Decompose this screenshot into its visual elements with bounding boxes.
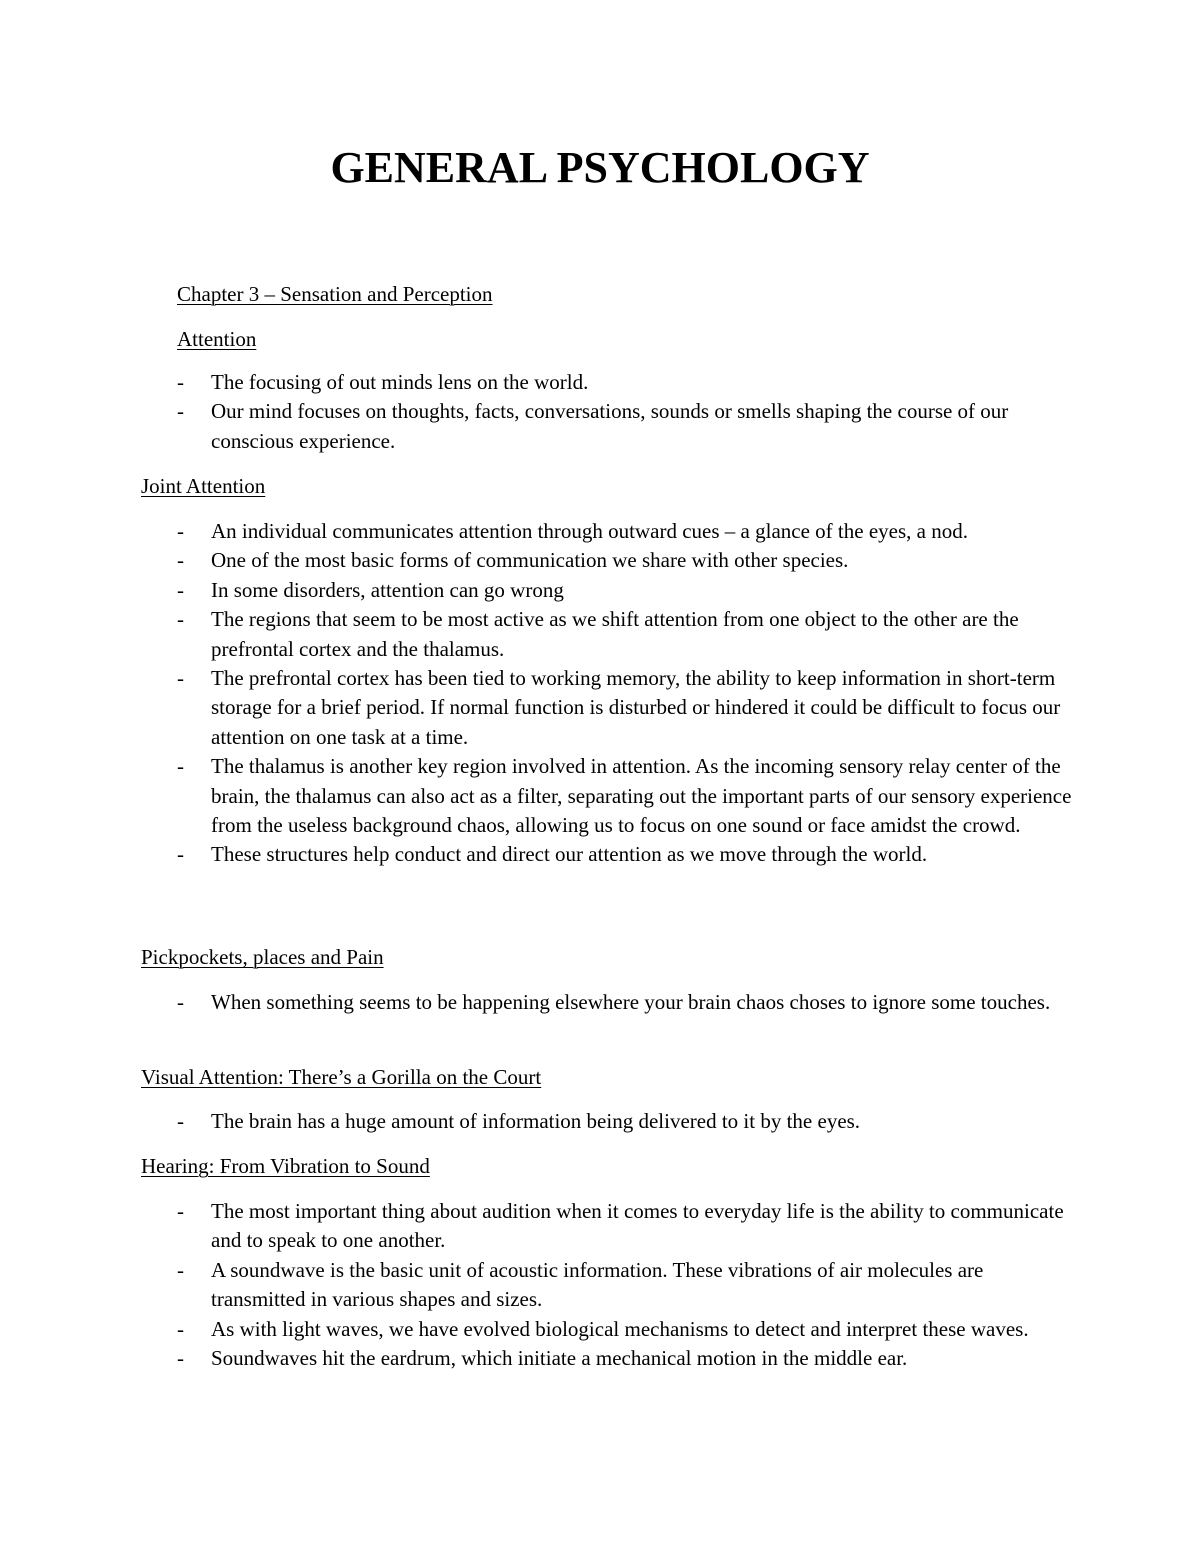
list-item [0,546,1076,575]
bullet-dash: - [177,1316,184,1341]
list-item [0,840,1076,869]
section-heading-visual-attention: Visual Attention: There’s a Gorilla on the Court [141,1065,542,1089]
list-item-text: The regions that seem to be most active as we shift attention from one object to the other are the prefrontal cortex and the thalamus. [211,607,1019,661]
list-item [0,368,1076,397]
list-item [0,1256,1076,1315]
section-heading-joint-attention: Joint Attention [141,474,266,498]
bullet-dash: - [177,754,184,779]
list-item-text: These structures help conduct and direct our attention as we move through the world. [211,842,928,867]
list-item-text: The brain has a huge amount of information being delivered to it by the eyes. [211,1109,861,1133]
bullet-dash: - [177,1109,184,1133]
bullet-dash: - [177,399,184,424]
bullet-list-attention [0,368,1076,456]
list-item [0,752,1076,840]
list-item [0,1197,1076,1256]
section-heading-pickpockets: Pickpockets, places and Pain [141,945,384,969]
bullet-dash: - [177,548,184,573]
list-item-text: When something seems to be happening elsewhere your brain chaos choses to ignore some touches. [211,990,1051,1014]
list-item-text: The thalamus is another key region involved in attention. As the incoming sensory relay center of the brain, the thalamus can also act as a filter, separating out the important parts of our sensory experience from the useless background chaos, allowing us to focus on one sound or face amidst the crowd. [211,754,1072,838]
bullet-dash: - [177,370,184,394]
list-item-text: Our mind focuses on thoughts, facts, conversations, sounds or smells shaping the course of our conscious experience. [211,399,1009,453]
bullet-dash: - [177,519,184,543]
bullet-dash: - [177,1346,184,1371]
section-heading-attention: Attention [177,327,257,351]
list-item [0,576,1076,605]
list-item [0,988,1076,1017]
list-item [0,517,1076,546]
list-item [0,1315,1076,1344]
list-item [0,1107,1076,1136]
bullet-dash: - [177,842,184,867]
chapter-heading: Chapter 3 – Sensation and Perception [177,282,493,306]
bullet-dash: - [177,990,184,1014]
bullet-dash: - [177,1199,184,1223]
bullet-dash: - [177,666,184,691]
bullet-dash: - [177,577,184,602]
list-item [0,1344,1076,1373]
bullet-dash: - [177,1257,184,1282]
bullet-list-pickpockets [0,988,1076,1017]
list-item-text: Soundwaves hit the eardrum, which initiate a mechanical motion in the middle ear. [211,1346,908,1371]
list-item-text: The focusing of out minds lens on the world. [211,370,589,394]
bullet-list-joint-attention [0,517,1076,870]
list-item [0,397,1076,456]
list-item-text: In some disorders, attention can go wrong [211,577,564,602]
bullet-list-hearing [0,1197,1076,1373]
bullet-dash: - [177,607,184,632]
document-title: GENERAL PSYCHOLOGY [330,143,870,192]
bullet-list-visual-attention [0,1107,1076,1136]
list-item-text: One of the most basic forms of communication we share with other species. [211,548,849,573]
list-item [0,664,1076,752]
list-item-text: A soundwave is the basic unit of acoustic information. These vibrations of air molecules are transmitted in various shapes and sizes. [211,1257,984,1312]
section-heading-hearing: Hearing: From Vibration to Sound [141,1154,430,1178]
list-item-text: As with light waves, we have evolved biological mechanisms to detect and interpret these waves. [211,1316,1029,1341]
list-item-text: An individual communicates attention through outward cues – a glance of the eyes, a nod. [211,519,968,543]
list-item-text: The prefrontal cortex has been tied to working memory, the ability to keep information in short-term storage for a brief period. If normal function is disturbed or hindered it could be difficult to focus our attention on one task at a time. [211,666,1061,749]
list-item [0,605,1076,664]
list-item-text: The most important thing about audition when it comes to everyday life is the ability to communicate and to speak to one another. [211,1199,1064,1253]
